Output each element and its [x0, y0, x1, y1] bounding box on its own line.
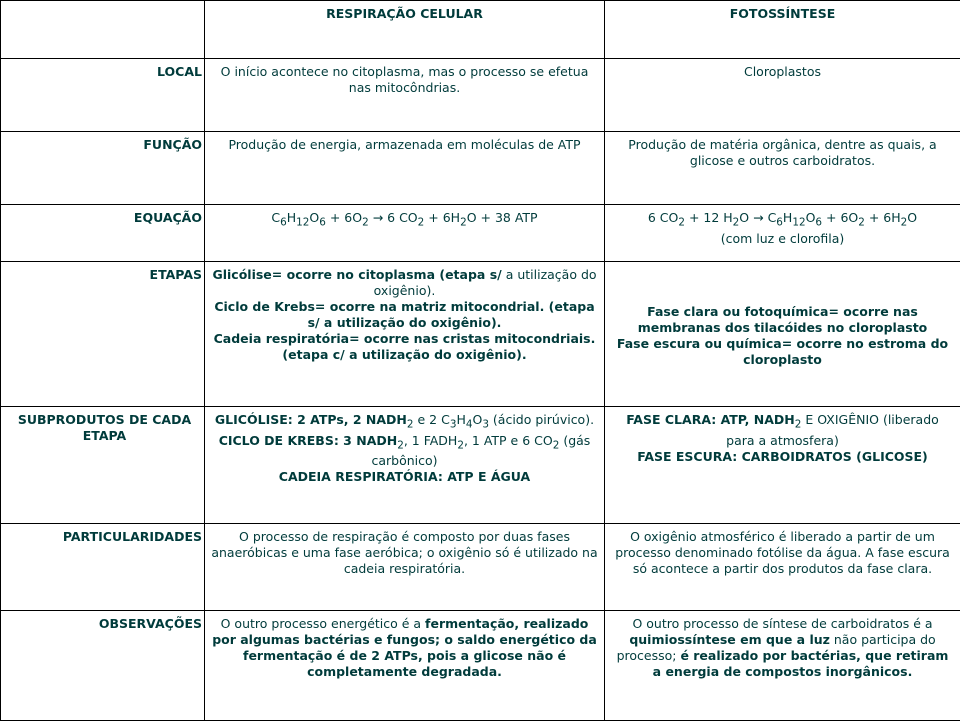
row-equacao — [1, 205, 960, 262]
arrow-icon: → — [369, 210, 387, 225]
row-label-etapas: ETAPAS — [1, 262, 205, 407]
row-observacoes — [1, 611, 960, 721]
cell-subprodutos-fotossintese: FASE CLARA: ATP, $NADH_2$ E OXIGÊNIO (liberado para a atmosfera) FASE ESCURA: CARBOIDRATOS (GLICOSE) — [605, 407, 960, 524]
row-label-local: LOCAL — [1, 59, 205, 132]
arrow-icon: → — [749, 210, 767, 225]
cell-local-respiracao: O início acontece no citoplasma, mas o processo se efetua nas mitocôndrias. — [205, 59, 605, 132]
row-label-observacoes: OBSERVAÇÕES — [1, 611, 205, 721]
cell-equacao-respiracao: $C_6H_{12}O_6 + 6O_2 \to 6$ $CO_2 + 6H_2O + 38$ ATP — [205, 205, 605, 262]
cell-local-fotossintese: Cloroplastos — [605, 59, 960, 132]
header-row — [1, 1, 960, 59]
cell-particularidades-respiracao: O processo de respiração é composto por duas fases anaeróbicas e uma fase aeróbica; o oxigênio só é utilizado na cadeia respiratória. — [205, 524, 605, 611]
cell-etapas-fotossintese: Fase clara ou fotoquímica= ocorre nas membranas dos tilacóides no cloroplasto Fase escura ou química= ocorre no estroma do cloroplasto — [605, 262, 960, 407]
row-local — [1, 59, 960, 132]
header-fotossintese: FOTOSSÍNTESE — [605, 1, 960, 59]
cell-particularidades-fotossintese: O oxigênio atmosférico é liberado a partir de um processo denominado fotólise da água. A fase escura só acontece a partir dos produtos da fase clara. — [605, 524, 960, 611]
cell-equacao-fotossintese: 6 $CO_2 + 12$ $H_2O \to C_6H_{12}O_6 + 6O_2 + 6H_2O$ (com luz e clorofila) — [605, 205, 960, 262]
cell-observacoes-respiracao: O outro processo energético é a fermentação, realizado por algumas bactérias e fungos; o saldo energético da fermentação é de 2 ATPs, pois a glicose não é completamente degradada. — [205, 611, 605, 721]
row-label-funcao: FUNÇÃO — [1, 132, 205, 205]
row-label-subprodutos: SUBPRODUTOS DE CADA ETAPA — [1, 407, 205, 524]
row-label-particularidades: PARTICULARIDADES — [1, 524, 205, 611]
row-etapas — [1, 262, 960, 407]
header-respiracao: RESPIRAÇÃO CELULAR — [205, 1, 605, 59]
row-subprodutos — [1, 407, 960, 524]
row-label-equacao: EQUAÇÃO — [1, 205, 205, 262]
row-funcao — [1, 132, 960, 205]
cell-observacoes-fotossintese: O outro processo de síntese de carboidratos é a quimiossíntese em que a luz não participa do processo; é realizado por bactérias, que retiram a energia de compostos inorgânicos. — [605, 611, 960, 721]
row-particularidades — [1, 524, 960, 611]
cell-etapas-respiracao: Glicólise= ocorre no citoplasma (etapa s/ a utilização do oxigênio). Ciclo de Krebs= ocorre na matriz mitocondrial. (etapa s/ a utilização do oxigênio). Cadeia respiratória= ocorre nas cristas mitocondriais. (etapa c/ a utilização do oxigênio). — [205, 262, 605, 407]
header-empty-cell — [1, 1, 205, 59]
cell-funcao-respiracao: Produção de energia, armazenada em moléculas de ATP — [205, 132, 605, 205]
cell-funcao-fotossintese: Produção de matéria orgânica, dentre as quais, a glicose e outros carboidratos. — [605, 132, 960, 205]
cell-subprodutos-respiracao: GLICÓLISE: 2 ATPs, 2 $NADH_2$ e 2 $C_3H_4O_3$ (ácido pirúvico). CICLO DE KREBS: 3 $NADH_2$, 1 $FADH_2$, 1 ATP e 6 $CO_2$ (gás carbônico) CADEIA RESPIRATÓRIA: ATP E ÁGUA — [205, 407, 605, 524]
